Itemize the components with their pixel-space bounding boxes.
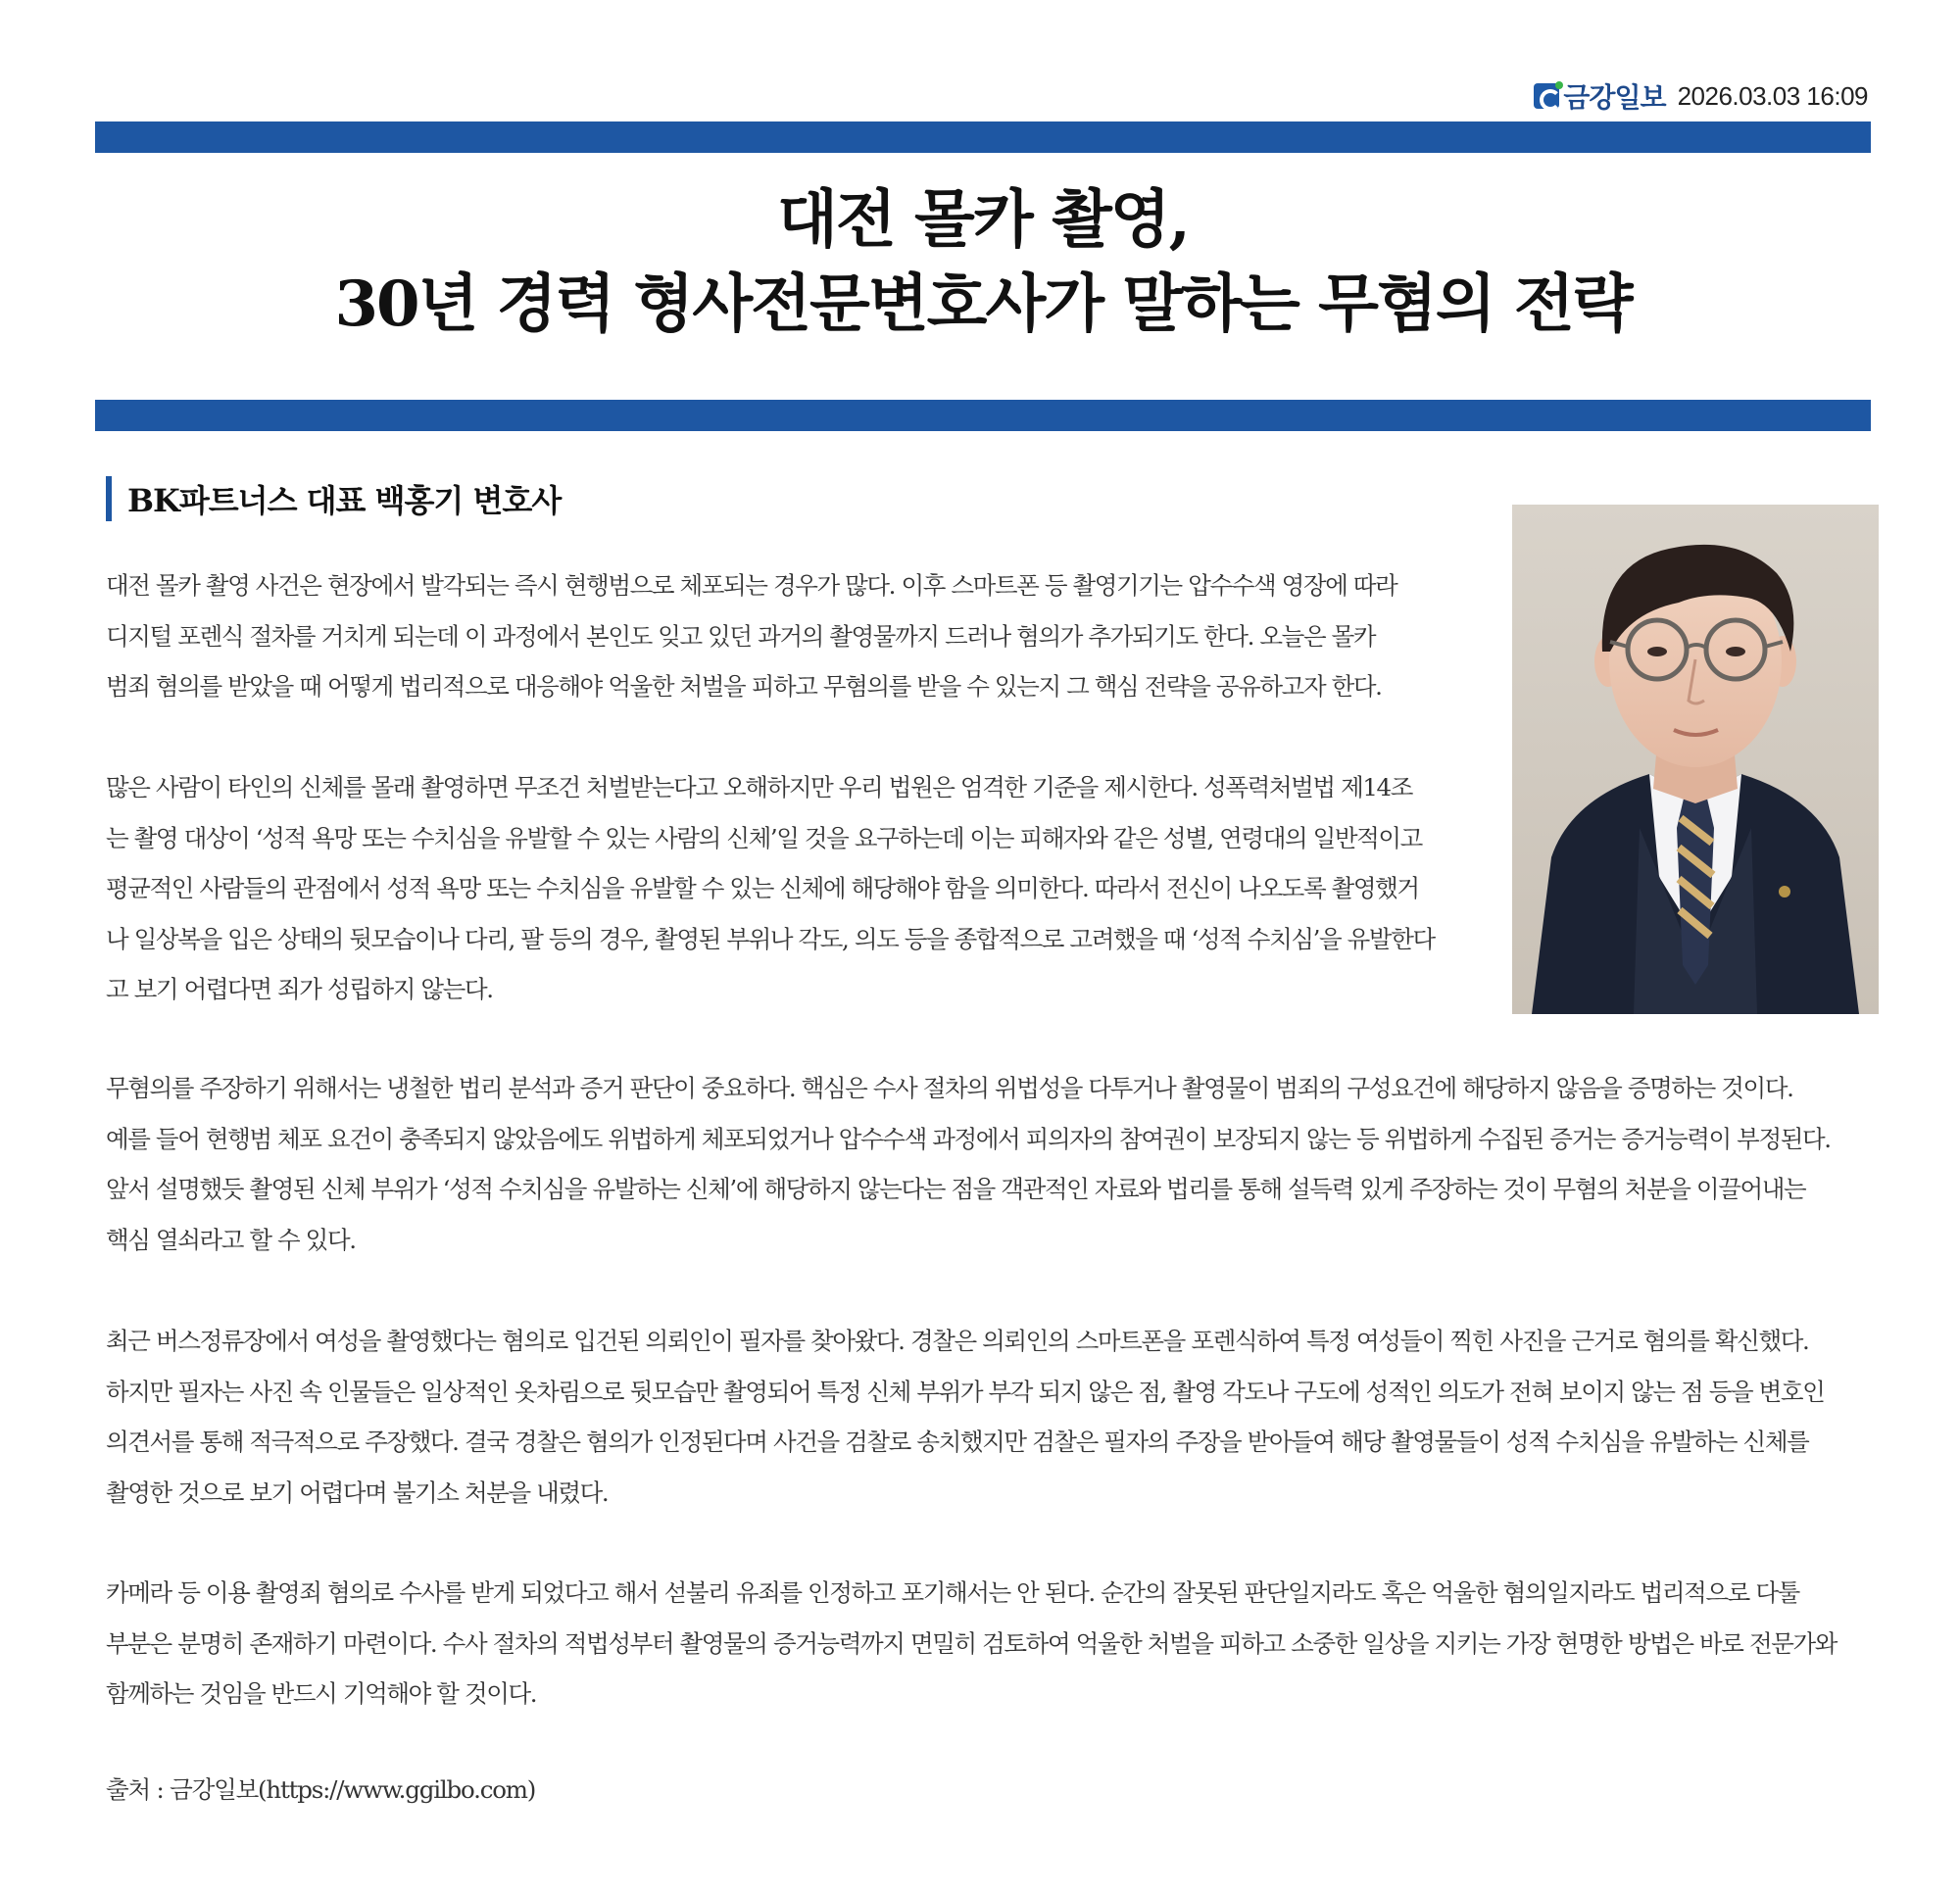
headline-bottom-bar [95,400,1871,431]
text-line: 부분은 분명히 존재하기 마련이다. 수사 절차의 적법성부터 촬영물의 증거능력까지 면밀히 검토하여 억울한 처벌을 피하고 소중한 일상을 지키는 가장 현명한 방법은 바로 전문가와 [106,1628,1838,1658]
text-line: 하지만 필자는 사진 속 인물들은 일상적인 옷차림으로 뒷모습만 촬영되어 특정 신체 부위가 부각 되지 않은 점, 촬영 각도나 구도에 성적인 의도가 전혀 보이지 않는 점 등을 변호인 [106,1377,1825,1406]
newspaper-logo[interactable] [1534,76,1665,116]
text-line: 예를 들어 현행범 체포 요건이 충족되지 않았음에도 위법하게 체포되었거나 압수수색 과정에서 피의자의 참여권이 보장되지 않는 등 위법하게 수집된 증거는 증거능력이 부정된다. [106,1124,1831,1153]
text-line: 핵심 열쇠라고 할 수 있다. [106,1225,356,1254]
text-line: 최근 버스정류장에서 여성을 촬영했다는 혐의로 입건된 의뢰인이 필자를 찾아왔다. 경찰은 의뢰인의 스마트폰을 포렌식하여 특정 여성들이 찍힌 사진을 근거로 혐의를 확신했다. [106,1327,1809,1355]
text-line: 고 보기 어렵다면 죄가 성립하지 않는다. [106,975,493,1003]
byline-accent-bar [106,476,112,521]
source-credit-link[interactable]: 출처 : 금강일보(https://www.ggilbo.com) [106,1775,536,1804]
lawyer-portrait-icon [1512,505,1879,1014]
article-paragraph-4 [106,1316,1824,1518]
publish-date: 2026.03.03 16:09 [1677,80,1868,111]
headline-line-1: 대전 몰카 촬영, [777,183,1189,257]
text-line: 나 일상복을 입은 상태의 뒷모습이나 다리, 팔 등의 경우, 촬영된 부위나 각도, 의도 등을 종합적으로 고려했을 때 ‘성적 수치심’을 유발한다 [106,924,1435,953]
text-line: 촬영한 것으로 보기 어렵다며 불기소 처분을 내렸다. [106,1478,609,1507]
article-paragraph-5 [106,1568,1837,1720]
headline [95,178,1871,347]
text-line: 앞서 설명했듯 촬영된 신체 부위가 ‘성적 수치심을 유발하는 신체’에 해당하지 않는다는 점을 객관적인 자료와 법리를 통해 설득력 있게 주장하는 것이 무혐의 처분을 이끌어내는 [106,1175,1806,1203]
text-line: 함께하는 것임을 반드시 기억해야 할 것이다. [106,1679,537,1708]
text-line: 평균적인 사람들의 관점에서 성적 욕망 또는 수치심을 유발할 수 있는 신체에 해당해야 함을 의미한다. 따라서 전신이 나오도록 촬영했거 [106,874,1419,902]
text-line: 대전 몰카 촬영 사건은 현장에서 발각되는 즉시 현행범으로 체포되는 경우가 많다. 이후 스마트폰 등 촬영기기는 압수수색 영장에 따라 [106,571,1397,600]
lawyer-portrait-photo [1512,505,1879,1014]
headline-top-bar [95,121,1871,153]
masthead [1534,76,1868,116]
article-paragraph-3 [106,1063,1831,1265]
text-line: 많은 사람이 타인의 신체를 몰래 촬영하면 무조건 처벌받는다고 오해하지만 우리 법원은 엄격한 기준을 제시한다. 성폭력처벌법 제14조 [106,773,1412,801]
headline-line-2: 30년 경력 형사전문변호사가 말하는 무혐의 전략 [334,267,1632,341]
text-line: 의견서를 통해 적극적으로 주장했다. 결국 경찰은 혐의가 인정된다며 사건을 검찰로 송치했지만 검찰은 필자의 주장을 받아들여 해당 촬영물들이 성적 수치심을 유발하는 신체를 [106,1428,1809,1456]
text-line: 범죄 혐의를 받았을 때 어떻게 법리적으로 대응해야 억울한 처벌을 피하고 무혐의를 받을 수 있는지 그 핵심 전략을 공유하고자 한다. [106,672,1382,701]
article-paragraph-1 [106,560,1396,712]
text-line: 무혐의를 주장하기 위해서는 냉철한 법리 분석과 증거 판단이 중요하다. 핵심은 수사 절차의 위법성을 다투거나 촬영물이 범죄의 구성요건에 해당하지 않음을 증명하는 것이다. [106,1074,1793,1102]
logo-icon [1534,83,1559,109]
text-line: 는 촬영 대상이 ‘성적 욕망 또는 수치심을 유발할 수 있는 사람의 신체’일 것을 요구하는데 이는 피해자와 같은 성별, 연령대의 일반적이고 [106,823,1422,852]
article-paragraph-2 [106,762,1435,1015]
text-line: 디지털 포렌식 절차를 거치게 되는데 이 과정에서 본인도 잊고 있던 과거의 촬영물까지 드러나 혐의가 추가되기도 한다. 오늘은 몰카 [106,621,1376,651]
byline [106,476,561,521]
text-line: 카메라 등 이용 촬영죄 혐의로 수사를 받게 되었다고 해서 섣불리 유죄를 인정하고 포기해서는 안 된다. 순간의 잘못된 판단일지라도 혹은 억울한 혐의일지라도 법리적으로 다툴 [106,1578,1799,1607]
logo-text: 금강일보 [1563,81,1666,114]
byline-text: BK파트너스 대표 백홍기 변호사 [127,482,562,519]
